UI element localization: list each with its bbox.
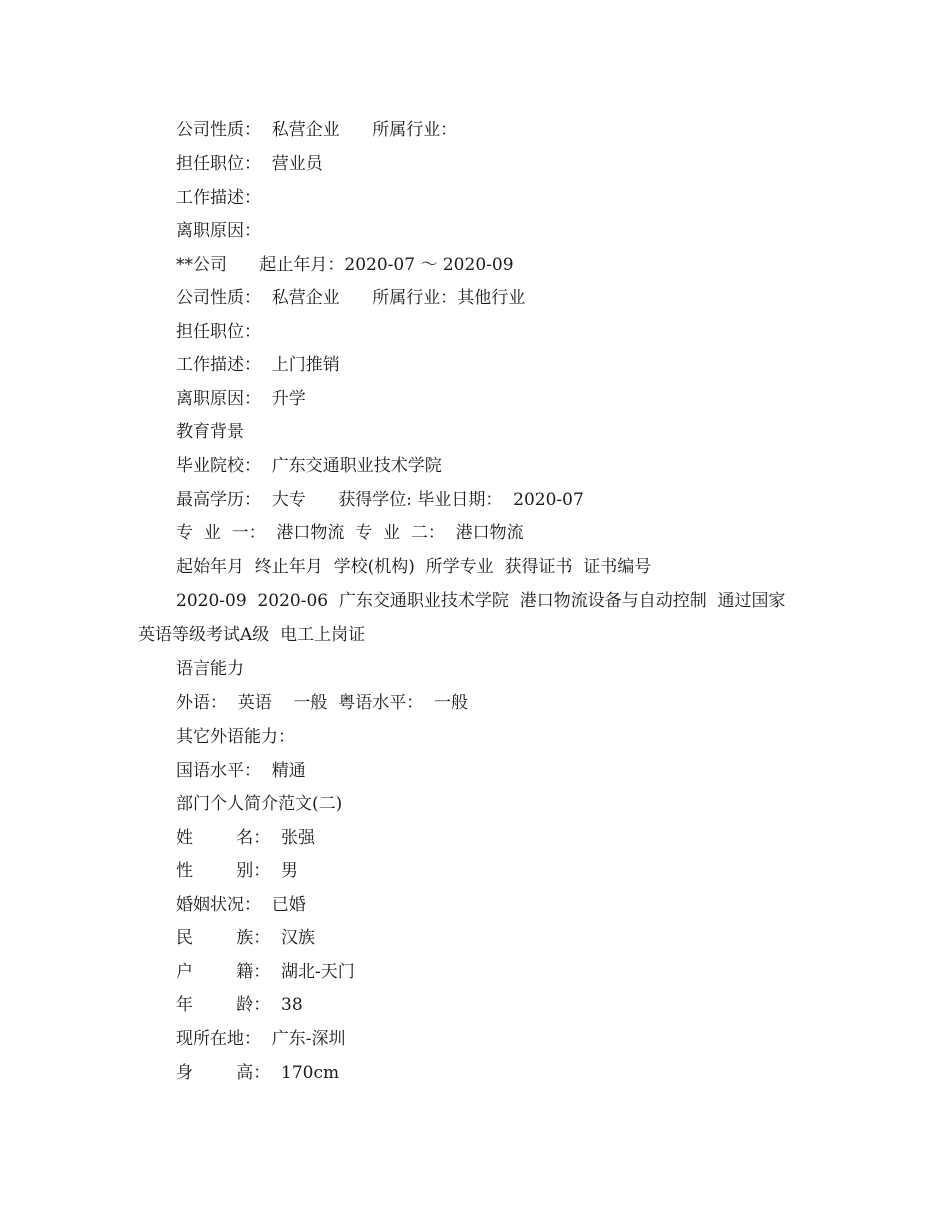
education-record-continued: 英语等级考试A级 电工上岗证 [138,625,366,645]
education-table-header: 起始年月 终止年月 学校(机构) 所学专业 获得证书 证书编号 [176,557,652,577]
education-heading: 教育背景 [176,422,244,442]
age-line: 年 龄： 38 [176,995,303,1015]
company-type-line-1: 公司性质： 私营企业 所属行业： [176,120,458,140]
company-type-line-2: 公司性质： 私营企业 所属行业：其他行业 [176,288,526,308]
company-period-line: **公司 起止年月：2020-07 ～ 2020-09 [176,255,514,275]
major-line: 专 业 一： 港口物流 专 业 二： 港口物流 [176,523,524,543]
ethnicity-line: 民 族： 汉族 [176,928,316,948]
leave-reason-line-2: 离职原因： 升学 [176,389,306,409]
school-line: 毕业院校： 广东交通职业技术学院 [176,456,442,476]
education-record-line: 2020-09 2020-06 广东交通职业技术学院 港口物流设备与自动控制 通过国家 [176,591,786,611]
leave-reason-line-1: 离职原因： [176,221,261,241]
section-title: 部门个人简介范文(二) [176,794,343,814]
location-line: 现所在地： 广东-深圳 [176,1029,346,1049]
position-line-1: 担任职位： 营业员 [176,154,323,174]
language-heading: 语言能力 [176,659,244,679]
mandarin-level-line: 国语水平： 精通 [176,761,306,781]
job-description-line-2: 工作描述： 上门推销 [176,355,340,375]
job-description-line-1: 工作描述： [176,188,261,208]
height-line: 身 高： 170cm [176,1063,340,1083]
other-language-line: 其它外语能力： [176,727,295,747]
marital-status-line: 婚姻状况： 已婚 [176,895,306,915]
hometown-line: 户 籍： 湖北-天门 [176,962,355,982]
position-line-2: 担任职位： [176,322,261,342]
degree-line: 最高学历： 大专 获得学位: 毕业日期： 2020-07 [176,490,584,510]
foreign-language-line: 外语： 英语 一般 粤语水平： 一般 [176,693,469,713]
name-line: 姓 名： 张强 [176,828,316,848]
gender-line: 性 别： 男 [176,861,299,881]
